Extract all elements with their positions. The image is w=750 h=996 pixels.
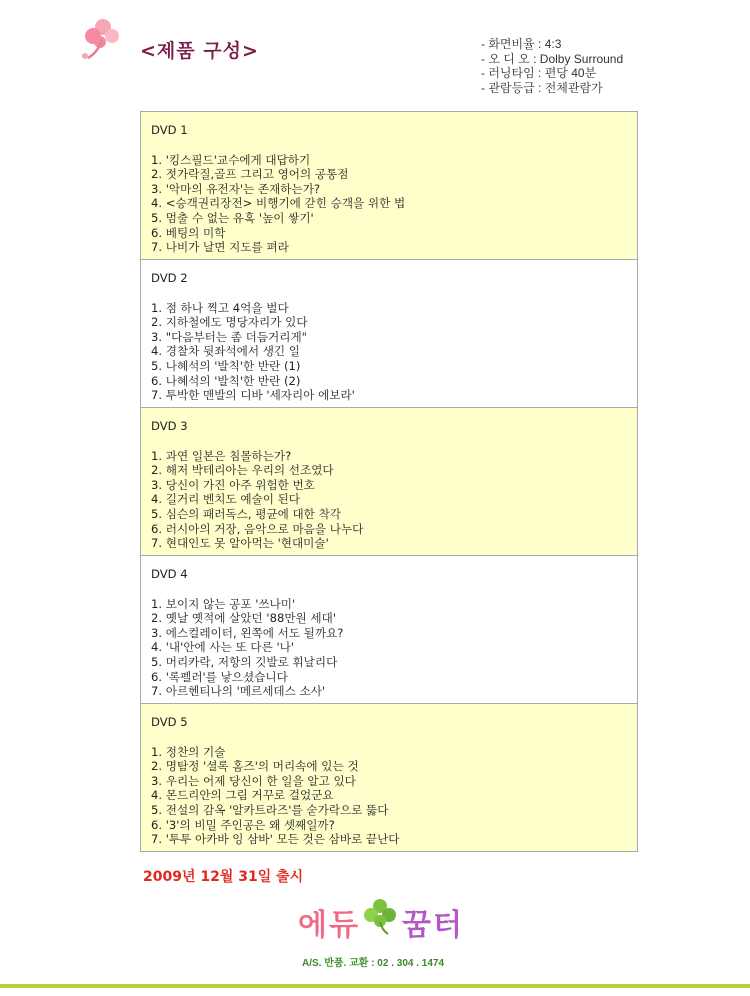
spec-rating: - 관람등급 : 전체관람가	[481, 80, 603, 95]
episode-item: 1. 점 하나 찍고 4억을 벌다	[151, 300, 289, 315]
episode-item: 6. 러시아의 거장, 음악으로 마음을 나누다	[151, 521, 364, 536]
episode-item: 3. 우리는 어제 당신이 한 일을 알고 있다	[151, 773, 356, 788]
contact-info: A/S. 반품. 교환 : 02 . 304 . 1474	[302, 958, 445, 969]
brand-logo	[290, 888, 470, 948]
disc-title: DVD 4	[151, 567, 188, 581]
disc-title: DVD 5	[151, 715, 188, 729]
episode-item: 1. '킹스필드'교수에게 대답하기	[151, 152, 311, 167]
episode-item: 3. 당신이 가진 아주 위험한 번호	[151, 477, 315, 492]
clover-logo-icon	[360, 896, 400, 936]
episode-item: 5. 멈출 수 없는 유혹 '높이 쌓기'	[151, 210, 314, 225]
episode-item: 4. 경찰차 뒷좌석에서 생긴 일	[151, 344, 300, 359]
episode-item: 4. 몬드리안의 그림 거꾸로 걸었군요	[151, 788, 334, 803]
disc-panel-4	[141, 556, 637, 704]
episode-item: 6. '록펠러'를 낳으셨습니다	[151, 669, 288, 684]
episode-item: 7. 현대인도 못 알아먹는 '현대미술'	[151, 536, 329, 551]
disc-panel-5	[141, 704, 637, 852]
episode-item: 3. 에스컬레이터, 왼쪽에 서도 될까요?	[151, 625, 344, 640]
episode-item: 3. "다음부터는 좀 더듬거리게"	[151, 329, 307, 344]
episode-item: 3. '악마의 유전자'는 존재하는가?	[151, 181, 321, 196]
episode-item: 6. 베팅의 미학	[151, 225, 226, 240]
episode-item: 2. 해저 박테리아는 우리의 선조였다	[151, 463, 334, 478]
page-title: <제품 구성>	[140, 40, 259, 62]
episode-item: 5. 머리카락, 저항의 깃발로 휘날리다	[151, 654, 338, 669]
episode-item: 2. 젓가락질,골프 그리고 영어의 공통점	[151, 167, 349, 182]
bottom-accent-bar	[0, 984, 750, 988]
episode-item: 1. 정찬의 기술	[151, 744, 226, 759]
episode-item: 4. <승객권리장전> 비행기에 갇힌 승객을 위한 법	[151, 196, 406, 211]
episode-item: 7. 나비가 날면 지도를 펴라	[151, 240, 289, 255]
logo-text-left: 에듀	[298, 908, 360, 943]
logo-text-right: 꿈터	[402, 908, 464, 943]
episode-item: 1. 과연 일본은 침몰하는가?	[151, 448, 292, 463]
episode-item: 1. 보이지 않는 공포 '쓰나미'	[151, 596, 296, 611]
disc-list	[140, 111, 638, 852]
episode-item: 6. '3'의 비밀 주인공은 왜 셋째일까?	[151, 817, 335, 832]
disc-title: DVD 3	[151, 419, 188, 433]
episode-item: 2. 명탐정 '셜록 홈즈'의 머리속에 있는 것	[151, 759, 359, 774]
episode-item: 4. '내'안에 사는 또 다른 '나'	[151, 640, 295, 655]
episode-item: 5. 전설의 감옥 '알카트라즈'를 숟가락으로 뚫다	[151, 802, 389, 817]
episode-item: 2. 지하철에도 명당자리가 있다	[151, 315, 308, 330]
product-specs	[481, 37, 623, 95]
episode-item: 5. 나혜석의 '발칙'한 반란 (1)	[151, 358, 301, 373]
spec-running-time: - 러닝타임 : 편당 40분	[481, 66, 597, 80]
clover-icon	[78, 14, 128, 64]
episode-item: 6. 나혜석의 '발칙'한 반란 (2)	[151, 373, 301, 388]
episode-item: 7. 아르헨티나의 '메르세데스 소사'	[151, 684, 326, 699]
disc-panel-3	[141, 408, 637, 556]
disc-panel-2	[141, 260, 637, 408]
disc-title: DVD 2	[151, 271, 188, 285]
spec-aspect-ratio: - 화면비율 : 4:3	[481, 37, 562, 51]
episode-item: 2. 옛날 옛적에 살았던 '88만원 세대'	[151, 611, 337, 626]
episode-item: 5. 심슨의 패러독스, 평균에 대한 착각	[151, 506, 341, 521]
episode-item: 7. 투박한 맨발의 디바 '세자리아 에보라'	[151, 388, 355, 403]
disc-panel-1	[141, 112, 637, 260]
spec-audio: - 오 디 오 : Dolby Surround	[481, 51, 624, 66]
release-date: 2009년 12월 31일 출시	[143, 869, 304, 885]
disc-title: DVD 1	[151, 123, 188, 137]
episode-item: 7. '투투 아카바 잉 삼바' 모든 것은 삼바로 끝난다	[151, 832, 400, 847]
episode-item: 4. 길거리 벤치도 예술이 된다	[151, 492, 300, 507]
